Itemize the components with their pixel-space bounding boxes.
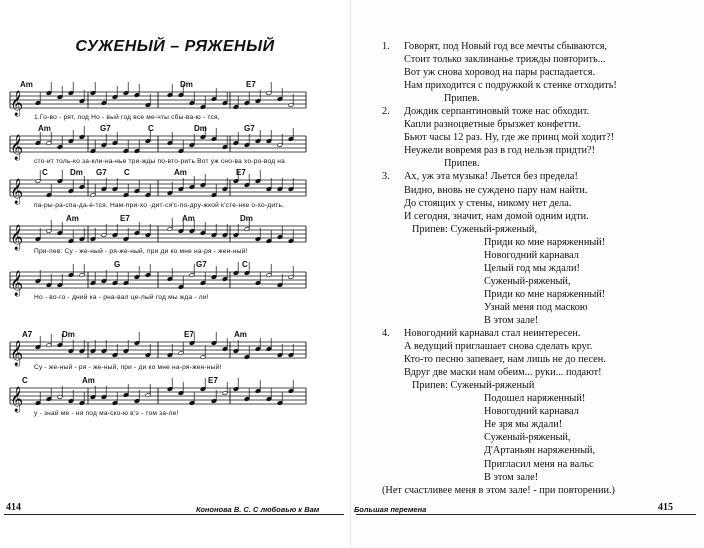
lyric-text: Новогодний карнавал (484, 406, 579, 418)
music-system (8, 260, 308, 310)
chord-symbol: E7 (208, 376, 218, 385)
lyric-text-line (382, 210, 700, 223)
page-number-left: 414 (6, 502, 21, 513)
chord-symbol: G7 (100, 124, 111, 133)
footer-rule-right (356, 514, 696, 515)
lyric-text: И сегодня, значит, нам домой одним идти. (404, 210, 589, 222)
lyric-text-line (382, 236, 700, 249)
lyric-text-line (382, 353, 700, 366)
lyric-line: Су - же-ный - ря - же-ный, при - ди ко мне на-ря-жен-ный! (34, 364, 222, 371)
staff (8, 124, 308, 174)
lyric-text: Припев. (444, 158, 480, 170)
staff (8, 260, 308, 310)
lyric-text: Ах, уж эта музыка! Льется без предела! (404, 171, 578, 183)
lyric-text-line (382, 379, 700, 392)
lyric-text: Капли разноцветные брызжет конфетти. (404, 119, 581, 131)
lyric-text: Приди ко мне наряженный! (484, 288, 606, 300)
lyric-text: Д'Артаньян наряженный, (484, 445, 596, 457)
lyric-text-line (382, 184, 700, 197)
lyric-text: Суженый-ряженый, (484, 275, 571, 287)
lyric-text: Вдруг две маски нам обеим... руки... подают! (404, 367, 602, 379)
lyric-text-line (382, 418, 700, 431)
lyric-text: В этом зале! (484, 314, 539, 326)
music-system (8, 214, 308, 264)
chord-symbol: Am (66, 214, 79, 223)
lyric-text: Бьют часы 12 раз. Ну, где же принц мой ходит?! (404, 132, 615, 144)
treble-clef-icon: 𝄞 (10, 387, 24, 412)
lyric-text: Новогодний карнавал стал неинтересен. (404, 328, 581, 340)
lyric-text-line (382, 366, 700, 379)
treble-clef-icon: 𝄞 (10, 135, 24, 160)
lyric-line: При-пев: Су - же-ный - ря-же-ный, при ди ко мне на-ря - жен-ный! (34, 248, 248, 255)
staff (8, 80, 308, 130)
treble-clef-icon: 𝄞 (10, 179, 24, 204)
lyric-text-line (382, 431, 700, 444)
lyric-text: Вот уж снова хоровод на пары распадается. (404, 67, 596, 79)
lyric-text-line (382, 275, 700, 288)
lyric-text-line (382, 444, 700, 457)
lyric-text-line (382, 118, 700, 131)
chord-symbol: G7 (96, 168, 107, 177)
lyric-text: А ведущий приглашает снова сделать круг. (404, 341, 593, 353)
staff (8, 214, 308, 264)
lyric-text-line (382, 288, 700, 301)
lyric-text-line (382, 327, 700, 340)
lyric-text-line (382, 262, 700, 275)
lyric-text: Приди ко мне наряженный! (484, 236, 606, 248)
lyric-text-line (382, 157, 700, 170)
lyric-text: Говорят, под Новый год все мечты сбываются, (404, 41, 608, 52)
lyric-text: Припев: Суженый-ряженый, (412, 223, 537, 235)
right-page (352, 0, 704, 548)
chord-symbol: C (22, 376, 28, 385)
chord-symbol: G (114, 260, 121, 269)
footer-rule-left (4, 514, 344, 515)
lyric-text-line (382, 405, 700, 418)
lyric-text-line (382, 40, 700, 53)
chord-symbol: Dm (70, 168, 83, 177)
music-system (8, 168, 308, 218)
lyric-text-line (382, 458, 700, 471)
lyric-text-line (382, 249, 700, 262)
chord-symbol: C (42, 168, 48, 177)
chord-symbol: Am (174, 168, 187, 177)
chord-symbol: Dm (180, 80, 193, 89)
chord-symbol: E7 (246, 80, 256, 89)
footer-author: Кононова В. С. С любовью к Вам (196, 505, 320, 514)
lyric-text-line (382, 392, 700, 405)
lyric-text: Новогодний карнавал (484, 249, 579, 261)
verse-number: 4. (382, 328, 390, 340)
song-title: СУЖЕНЫЙ – РЯЖЕНЫЙ (75, 38, 275, 55)
chord-symbol: C (148, 124, 154, 133)
chord-symbol: E7 (120, 214, 130, 223)
staff (8, 376, 308, 426)
music-system (8, 330, 308, 380)
lyric-text: Неужели вовремя раз в год нельзя придти?! (404, 145, 596, 157)
lyric-text: Подошел наряженный! (484, 393, 586, 405)
verse-number: 3. (382, 171, 390, 183)
lyric-line: у - знай ме - ня под ма-ско-ю в'э - том за-ле! (34, 410, 179, 417)
song-lyrics (382, 40, 700, 497)
lyric-text-line (382, 301, 700, 314)
lyric-text-line (382, 144, 700, 157)
music-system (8, 80, 308, 130)
lyric-line: па-ры-ра-спа-да-е-тся. Нам-при-хо -дит-ся'с-по-дру-жкой к'сте-нке о-хо-дить. (34, 202, 285, 209)
lyric-text: До стоящих у стены, никому нет дела. (404, 197, 572, 209)
lyric-text-line (382, 105, 700, 118)
chord-symbol: Am (234, 330, 247, 339)
lyric-text-line (382, 170, 700, 183)
chord-symbol: Dm (194, 124, 207, 133)
verse-number: 2. (382, 106, 390, 118)
music-system (8, 376, 308, 426)
chord-symbol: E7 (236, 168, 246, 177)
chord-symbol: Am (20, 80, 33, 89)
staff (8, 330, 308, 380)
lyric-text: Нам приходится с подружкой к стенке отходить! (404, 80, 617, 92)
lyric-text-line (382, 66, 700, 79)
chord-symbol: Am (182, 214, 195, 223)
treble-clef-icon: 𝄞 (10, 341, 24, 366)
page-number-right: 415 (658, 502, 673, 513)
lyric-text: Дождик серпантиновый тоже нас обходит. (404, 106, 590, 118)
lyric-text-line (382, 79, 700, 92)
chord-symbol: C (124, 168, 130, 177)
lyric-text: Не зря мы ждали! (484, 419, 563, 431)
lyric-text: (Нет счастливее меня в этом зале! - при повторении.) (382, 484, 615, 496)
lyric-text: Узнай меня под маскою (484, 301, 588, 313)
chord-symbol: Dm (62, 330, 75, 339)
lyric-text-line (382, 340, 700, 353)
verse-number: 1. (382, 41, 390, 52)
lyric-text-line (382, 131, 700, 144)
chord-symbol: C (242, 260, 248, 269)
lyric-text-line (382, 53, 700, 66)
chord-symbol: A7 (22, 330, 33, 339)
treble-clef-icon: 𝄞 (10, 271, 24, 296)
lyric-text: Припев: Суженый-ряженый (412, 380, 535, 392)
treble-clef-icon: 𝄞 (10, 225, 24, 250)
lyric-text: Пригласил меня на вальс (484, 458, 594, 470)
treble-clef-icon: 𝄞 (10, 91, 24, 116)
chord-symbol: Am (38, 124, 51, 133)
music-system (8, 124, 308, 174)
lyric-text-line (382, 314, 700, 327)
lyric-text: Припев. (444, 93, 480, 105)
lyric-line: сто-ит толь-ко за-кли-на-нье три-жды по-вто-рить Вот уж сно-ва хо-ро-вод на (34, 158, 285, 165)
chord-symbol: Dm (240, 214, 253, 223)
lyric-text-line (382, 92, 700, 105)
lyric-text-line (382, 484, 700, 497)
lyric-text: Стоит только заклинанье трижды повторить... (404, 54, 606, 66)
lyric-text: Кто-то песню запевает, нам лишь не до песен. (404, 354, 606, 366)
chord-symbol: G7 (244, 124, 255, 133)
lyric-text-line (382, 223, 700, 236)
footer-book-title: Большая перемена (354, 505, 427, 514)
lyric-text-line (382, 471, 700, 484)
chord-symbol: E7 (184, 330, 194, 339)
chord-symbol: G7 (196, 260, 207, 269)
lyric-line: Но - во-го - дний ка - рна-вал це-лый год мы жда - ли! (34, 294, 209, 301)
lyric-text: Видно, вновь не суждено пару нам найти. (404, 184, 588, 196)
lyric-text: Целый год мы ждали! (484, 262, 580, 274)
lyric-text-line (382, 197, 700, 210)
chord-symbol: Am (82, 376, 95, 385)
lyric-line: 1.Го-во - рят, под Но - вый год все ме-чты сбы-ва-ю - тся, (34, 114, 220, 121)
staff (8, 168, 308, 218)
lyric-text: Суженый-ряженый, (484, 432, 571, 444)
lyric-text: В этом зале! (484, 471, 539, 483)
